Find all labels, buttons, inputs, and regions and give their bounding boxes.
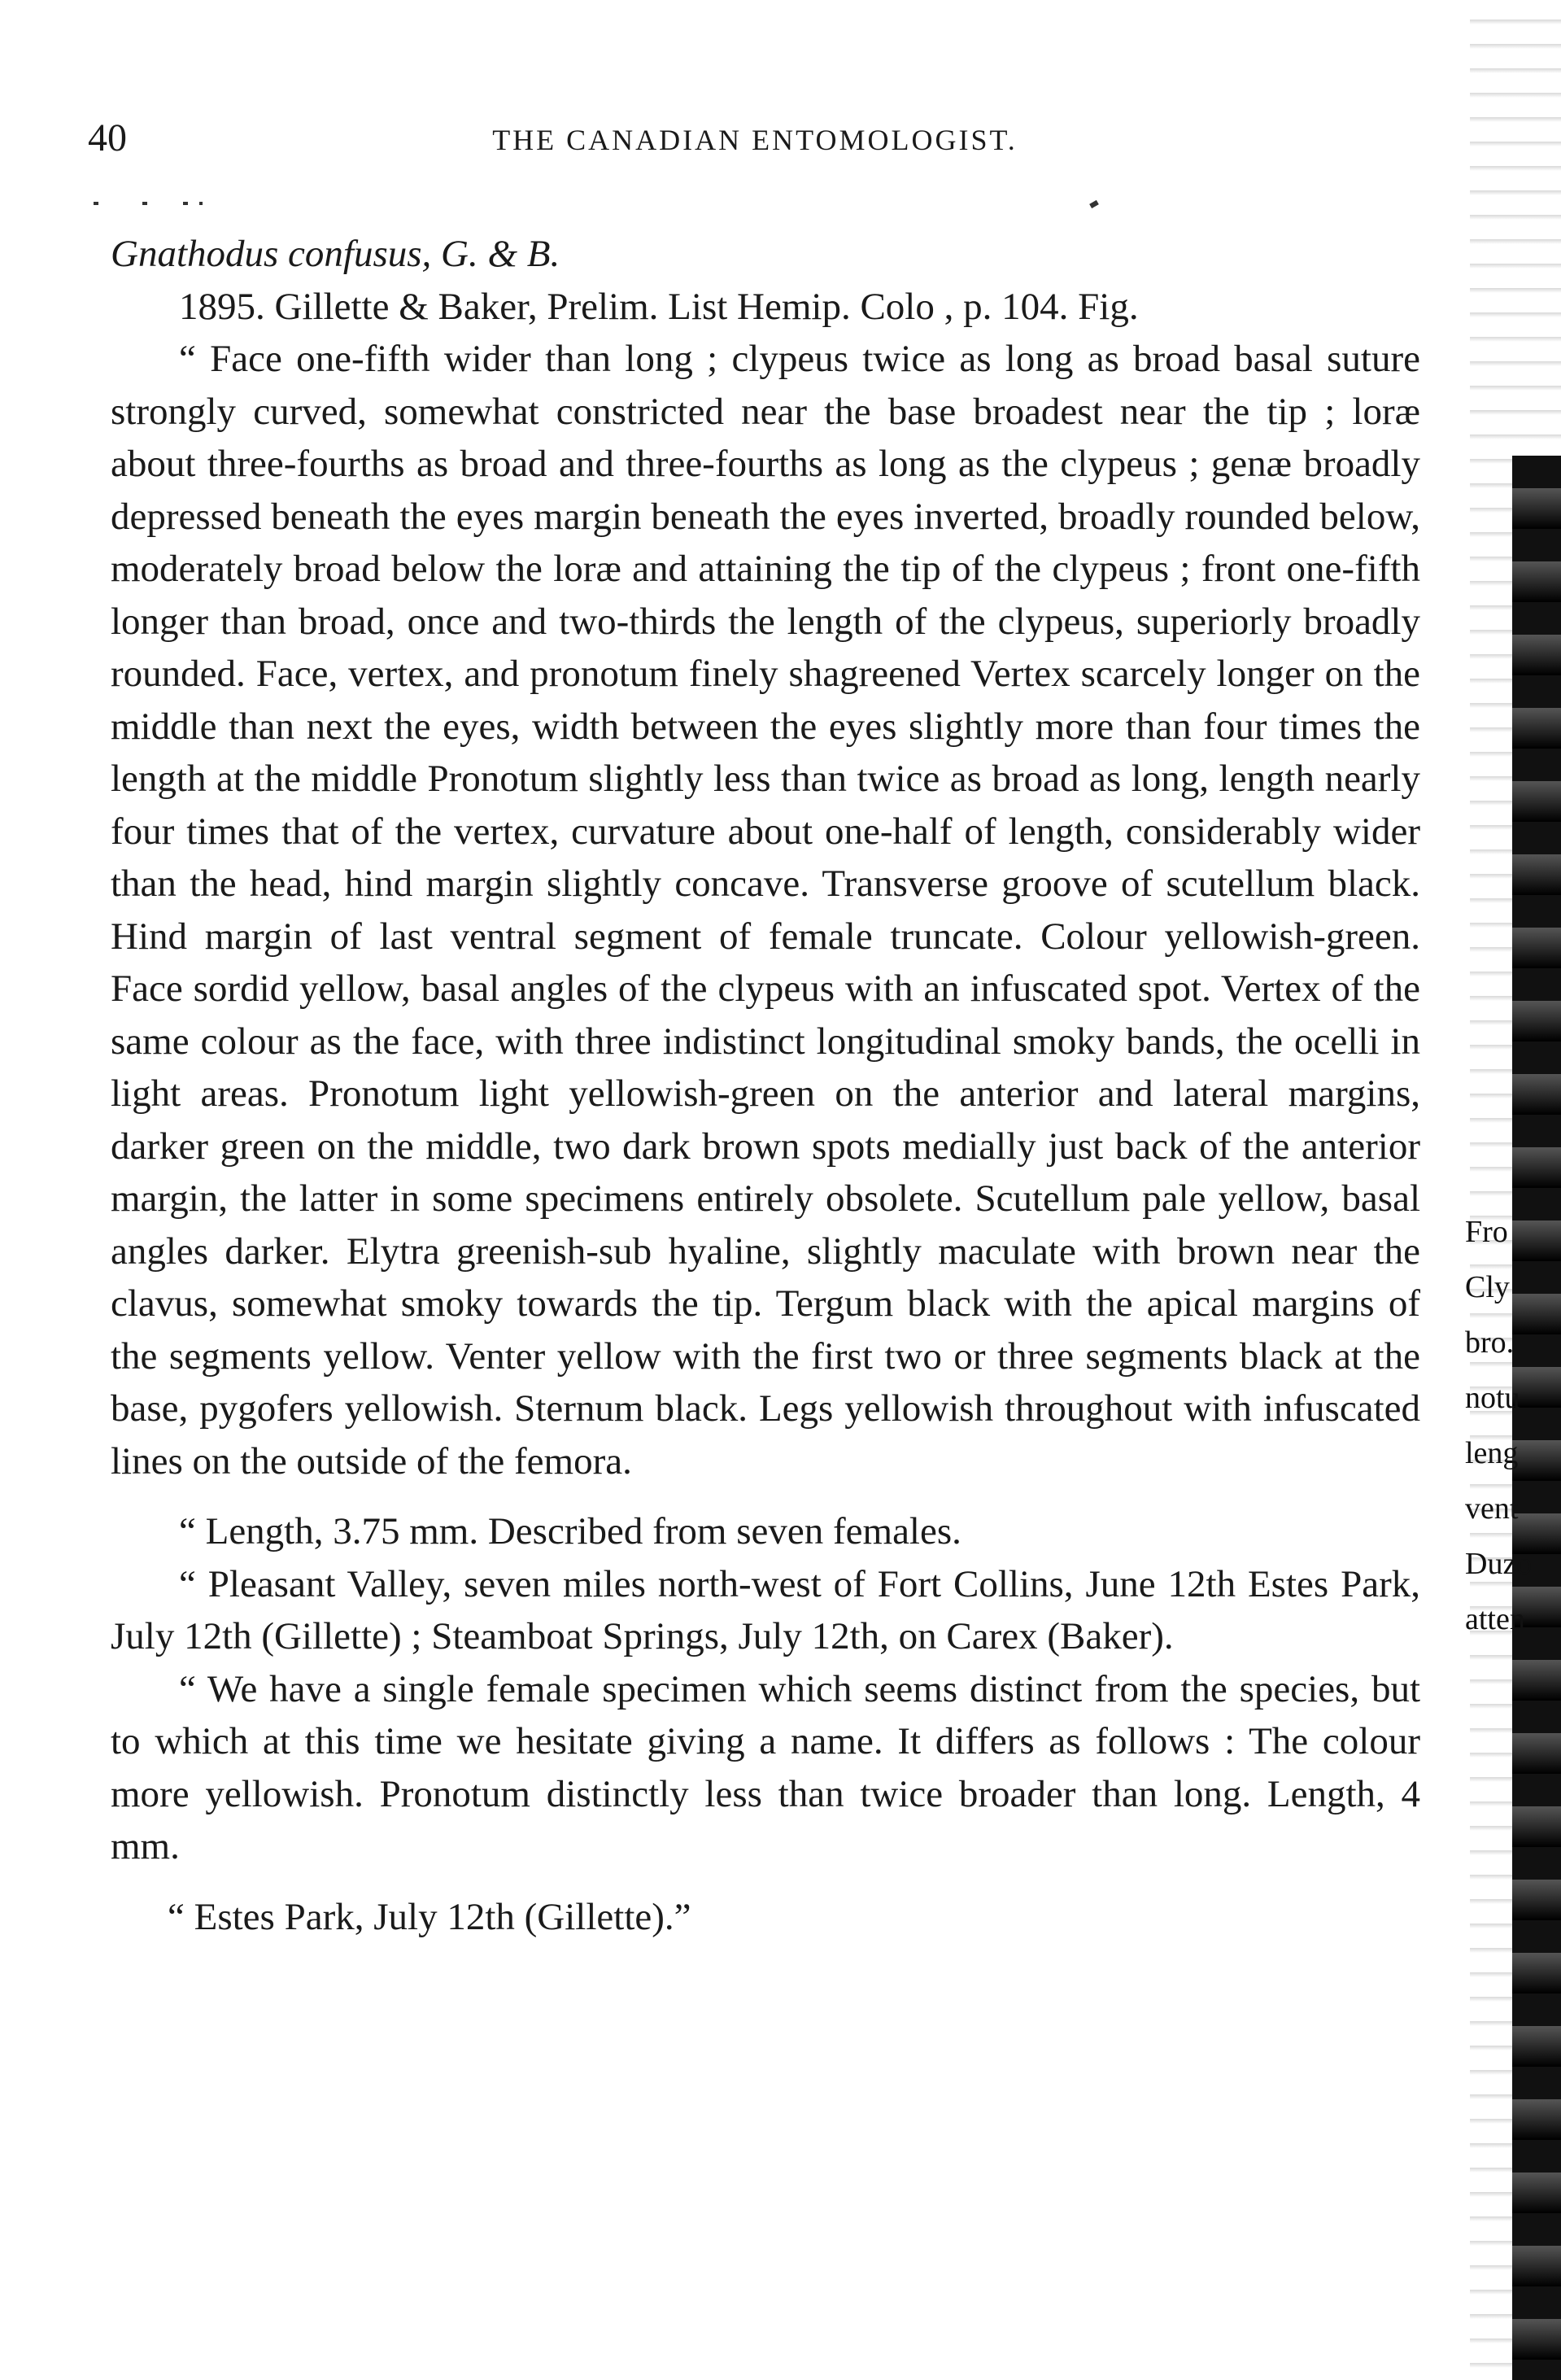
locality-paragraph: “ Pleasant Valley, seven miles north-west of Fort Collins, June 12th Estes Park, July 12th (Gillette) ; Steamboat Springs, July 12th, on Carex (Baker). [111, 1562, 1420, 1657]
species-title: Gnathodus confusus, G. & B. [111, 233, 560, 275]
binding-fragment: Duzo [1465, 1547, 1533, 1581]
article-body [111, 228, 1420, 1943]
binding-fragment: notu [1465, 1381, 1520, 1415]
binding-fragment: Cly [1465, 1270, 1510, 1304]
binding-fragment: leng [1465, 1436, 1519, 1470]
binding-fragment: atten [1465, 1602, 1525, 1636]
running-head: THE CANADIAN ENTOMOLOGIST. [492, 124, 1018, 156]
print-specks [94, 195, 1094, 212]
length-paragraph: “ Length, 3.75 mm. Described from seven females. [179, 1510, 961, 1552]
closing-quote: “ Estes Park, July 12th (Gillette).” [168, 1895, 691, 1938]
note-paragraph: “ We have a single female specimen which seems distinct from the species, but to which at this time we hesitate giving a name. It differs as follows : The colour more yellowish. Pronotum distinctly less than twice broader than long. Length, 4 mm. [111, 1667, 1420, 1867]
description-paragraph: “ Face one-fifth wider than long ; clypeus twice as long as broad basal suture strongly curved, somewhat constricted near the base broadest near the tip ; loræ about three-fourths as broad and three-fourths as long as the clypeus ; genæ broadly depressed beneath the eyes margin beneath the eyes inverted, broadly rounded below, moderately broad below the loræ and attaining the tip of the clypeus ; front one-fifth longer than broad, once and two-thirds the length of the clypeus, superiorly broadly rounded. Face, vertex, and pronotum finely shagreened Vertex scarcely longer on the middle than next the eyes, width between the eyes slightly more than four times the length at the middle Pronotum slightly less than twice as broad as long, length nearly four times that of the vertex, curvature about one-half of length, considerably wider than the head, hind margin slightly concave. Transverse groove of scutellum black. Hind margin of last ventral segment of female truncate. Colour yellowish-green. Face sordid yellow, basal angles of the clypeus with an infuscated spot. Vertex of the same colour as the face, with three indistinct longitudinal smoky bands, the ocelli in light areas. Pronotum light yellowish-green on the anterior and lateral margins, darker green on the middle, two dark brown spots medially just back of the anterior margin, the latter in some specimens entirely obsolete. Scutellum pale yellow, basal angles darker. Elytra greenish-sub hyaline, slightly maculate with brown near the clavus, somewhat smoky towards the tip. Tergum black with the apical margins of the segments yellow. Venter yellow with the first two or three segments black at the base, pygofers yellowish. Sternum black. Legs yellowish throughout with infuscated lines on the outside of the femora. [111, 338, 1420, 1483]
binding-text-fragments [1465, 1204, 1546, 1647]
citation: 1895. Gillette & Baker, Prelim. List Hemip. Colo , p. 104. Fig. [179, 285, 1139, 328]
binding-fragment: Fro [1465, 1215, 1508, 1249]
binding-fragment: vent [1465, 1491, 1519, 1526]
binding-fragment: bro. [1465, 1325, 1515, 1360]
page-number: 40 [88, 116, 127, 159]
page-header [88, 114, 1422, 171]
